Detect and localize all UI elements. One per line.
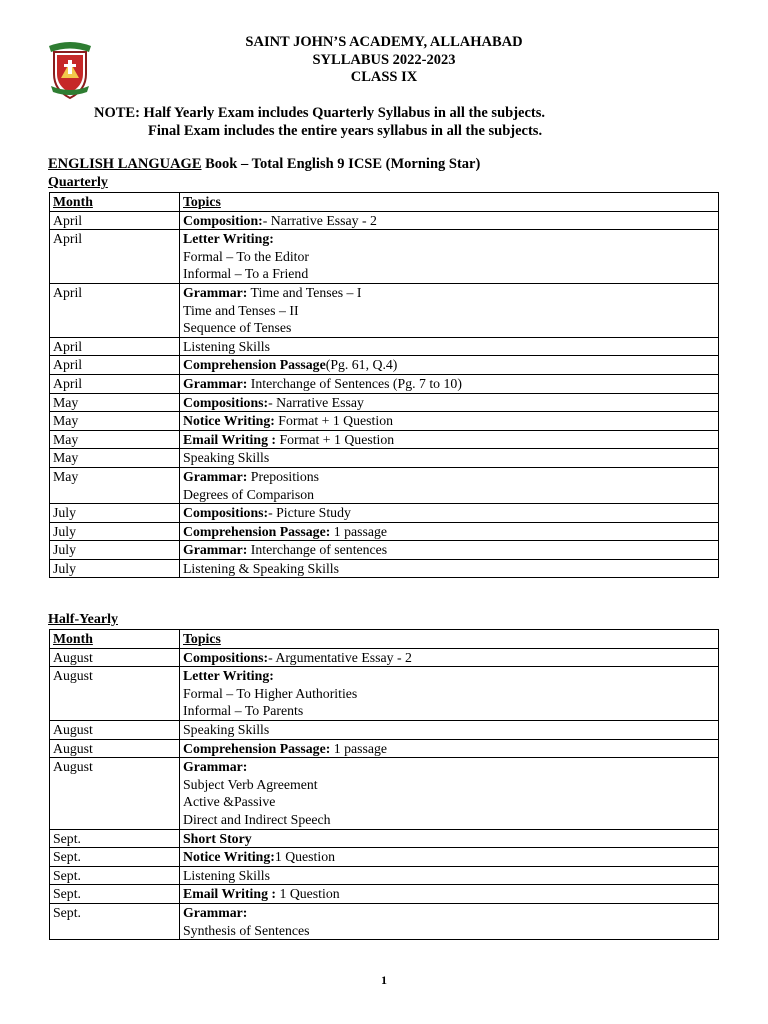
topics-cell [180, 720, 719, 739]
topic-text: - Narrative Essay - 2 [262, 212, 377, 228]
topics-cell [180, 885, 719, 904]
month-cell: May [50, 393, 180, 412]
topics-cell [180, 541, 719, 560]
topic-line [183, 904, 715, 922]
topic-line [183, 685, 715, 703]
month-cell: May [50, 449, 180, 468]
topic-heading: Grammar: [183, 468, 248, 484]
topics-cell [180, 739, 719, 758]
table-row [50, 337, 719, 356]
topic-heading: Grammar: [183, 759, 248, 775]
topics-cell [180, 504, 719, 523]
topic-heading: Short Story [183, 830, 252, 846]
topic-heading: Grammar: [183, 375, 248, 391]
table-row [50, 667, 719, 721]
topic-heading: Notice Writing: [183, 413, 275, 429]
topic-text: Formal – To the Editor [183, 248, 310, 264]
topic-heading: Compositions: [183, 649, 269, 665]
topic-line [183, 468, 715, 486]
exam-note [94, 105, 545, 140]
topic-heading: Compositions: [183, 505, 269, 521]
syllabus-year: SYLLABUS 2022-2023 [312, 51, 456, 68]
topic-text: - Narrative Essay [268, 394, 364, 410]
topic-text: - Argumentative Essay - 2 [268, 649, 412, 665]
section-title [48, 156, 480, 173]
topic-text: Formal – To Higher Authorities [183, 685, 358, 701]
note-line-1: NOTE: Half Yearly Exam includes Quarterly Syllabus in all the subjects. [94, 105, 545, 121]
quarterly-label: Quarterly [48, 175, 108, 190]
month-cell: April [50, 211, 180, 230]
month-cell: August [50, 720, 180, 739]
month-cell: August [50, 758, 180, 829]
topics-cell [180, 903, 719, 939]
topic-text: Degrees of Comparison [183, 486, 315, 502]
topic-line [183, 523, 715, 541]
table-row [50, 739, 719, 758]
month-cell: Sept. [50, 903, 180, 939]
topic-text: Format + 1 Question [276, 431, 395, 447]
table-row [50, 356, 719, 375]
topic-line [183, 504, 715, 522]
month-cell: Sept. [50, 829, 180, 848]
table-row [50, 393, 719, 412]
topic-line [183, 867, 715, 885]
table-row [50, 758, 719, 829]
topics-cell [180, 667, 719, 721]
topics-cell [180, 356, 719, 375]
topic-text: Informal – To Parents [183, 703, 304, 719]
topic-line [183, 338, 715, 356]
table-row [50, 283, 719, 337]
table-row [50, 541, 719, 560]
topics-header: Topics [180, 193, 719, 212]
topic-text: Time and Tenses – II [183, 302, 299, 318]
topic-line [183, 302, 715, 320]
topic-line [183, 319, 715, 337]
month-cell: May [50, 430, 180, 449]
table-row [50, 504, 719, 523]
topic-heading: Comprehension Passage: [183, 523, 331, 539]
school-name: SAINT JOHN’S ACADEMY, ALLAHABAD [245, 34, 523, 50]
topics-cell [180, 522, 719, 541]
topics-cell [180, 374, 719, 393]
month-cell: April [50, 337, 180, 356]
month-cell: April [50, 356, 180, 375]
topic-text: 1 Question [274, 849, 336, 865]
topic-line [183, 740, 715, 758]
topic-line [183, 449, 715, 467]
month-cell: August [50, 667, 180, 721]
topic-heading: Grammar: [183, 904, 248, 920]
table-row [50, 412, 719, 431]
topics-cell [180, 283, 719, 337]
topic-line [183, 793, 715, 811]
topics-cell [180, 866, 719, 885]
table-row [50, 720, 719, 739]
table-row [50, 885, 719, 904]
document-header [0, 34, 768, 87]
page-number: 1 [381, 973, 387, 987]
topic-heading: Composition: [183, 212, 263, 228]
topics-cell [180, 648, 719, 667]
topics-header: Topics [180, 630, 719, 649]
table-row [50, 211, 719, 230]
topic-heading: Compositions: [183, 394, 269, 410]
topic-line [183, 848, 715, 866]
topics-cell [180, 467, 719, 503]
table-row [50, 430, 719, 449]
topics-cell [180, 230, 719, 284]
topic-line [183, 248, 715, 266]
topic-text: 1 passage [330, 740, 388, 756]
half-yearly-label: Half-Yearly [48, 612, 118, 627]
topic-line [183, 811, 715, 829]
month-cell: April [50, 230, 180, 284]
topics-cell [180, 559, 719, 578]
topic-line [183, 541, 715, 559]
month-cell: May [50, 467, 180, 503]
topic-text: Sequence of Tenses [183, 320, 292, 336]
topic-text: 1 Question [279, 886, 340, 902]
topic-line [183, 212, 715, 230]
topic-heading: Letter Writing: [183, 668, 274, 684]
topic-text: Format + 1 Question [274, 413, 393, 429]
table-row [50, 559, 719, 578]
topic-text: Speaking Skills [183, 721, 270, 737]
topics-cell [180, 758, 719, 829]
topics-cell [180, 337, 719, 356]
topic-heading: Letter Writing: [183, 231, 274, 247]
month-cell: August [50, 648, 180, 667]
topic-text: Interchange of sentences [247, 542, 388, 558]
topic-line [183, 667, 715, 685]
table-row [50, 522, 719, 541]
table-row [50, 449, 719, 468]
month-cell: April [50, 283, 180, 337]
topic-line [183, 649, 715, 667]
table-row [50, 467, 719, 503]
month-cell: July [50, 522, 180, 541]
topics-cell [180, 412, 719, 431]
topic-text: Listening Skills [183, 338, 271, 354]
topic-text: Direct and Indirect Speech [183, 811, 331, 827]
topic-text: Time and Tenses – I [247, 284, 362, 300]
topic-text: Subject Verb Agreement [183, 776, 318, 792]
topic-text: Informal – To a Friend [183, 266, 309, 282]
topic-heading: Email Writing : [183, 886, 280, 902]
table-header-row [50, 193, 719, 212]
topic-heading: Grammar: [183, 284, 248, 300]
topics-cell [180, 848, 719, 867]
topic-heading: Comprehension Passage: [183, 740, 331, 756]
table-row [50, 848, 719, 867]
topic-heading: Grammar: [183, 542, 248, 558]
month-cell: July [50, 559, 180, 578]
table-header-row [50, 630, 719, 649]
topic-text: Prepositions [247, 468, 320, 484]
topic-line [183, 284, 715, 302]
topic-line [183, 265, 715, 283]
topic-text: Listening & Speaking Skills [183, 560, 339, 576]
month-header: Month [50, 630, 180, 649]
month-cell: Sept. [50, 848, 180, 867]
topic-line [183, 412, 715, 430]
topics-cell [180, 430, 719, 449]
month-cell: August [50, 739, 180, 758]
topic-line [183, 431, 715, 449]
topic-line [183, 885, 715, 903]
topics-cell [180, 211, 719, 230]
table-row [50, 374, 719, 393]
topics-cell [180, 393, 719, 412]
topics-cell [180, 829, 719, 848]
subject-name: ENGLISH LANGUAGE [48, 156, 202, 172]
topic-text: Speaking Skills [183, 450, 270, 466]
half-yearly-table [49, 629, 719, 940]
month-cell: May [50, 412, 180, 431]
topic-line [183, 375, 715, 393]
topic-line [183, 560, 715, 578]
topics-cell [180, 449, 719, 468]
note-line-2: Final Exam includes the entire years syllabus in all the subjects. [148, 122, 543, 139]
table-row [50, 648, 719, 667]
topic-line [183, 830, 715, 848]
topic-line [183, 356, 715, 374]
month-cell: Sept. [50, 885, 180, 904]
table-row [50, 866, 719, 885]
topic-line [183, 922, 715, 940]
month-header: Month [50, 193, 180, 212]
table-row [50, 230, 719, 284]
topic-text: - Picture Study [268, 505, 351, 521]
month-cell: July [50, 541, 180, 560]
topic-line [183, 721, 715, 739]
topic-text: Listening Skills [183, 867, 271, 883]
month-cell: July [50, 504, 180, 523]
table-row [50, 829, 719, 848]
topic-text: Active &Passive [183, 794, 276, 810]
book-name: Book – Total English 9 ICSE (Morning Star) [201, 156, 481, 172]
topic-text: Interchange of Sentences (Pg. 7 to 10) [247, 375, 462, 391]
month-cell: April [50, 374, 180, 393]
topic-line [183, 486, 715, 504]
class-name: CLASS IX [350, 69, 418, 85]
topic-line [183, 776, 715, 794]
topic-heading: Email Writing : [183, 431, 277, 447]
topic-text: 1 passage [330, 523, 388, 539]
quarterly-table [49, 192, 719, 578]
topic-line [183, 702, 715, 720]
topic-heading: Comprehension Passage [183, 357, 326, 373]
topic-line [183, 230, 715, 248]
topic-heading: Notice Writing: [183, 849, 275, 865]
topic-text: Synthesis of Sentences [183, 922, 310, 938]
topic-line [183, 394, 715, 412]
table-row [50, 903, 719, 939]
topic-text: (Pg. 61, Q.4) [325, 357, 398, 373]
topic-line [183, 758, 715, 776]
month-cell: Sept. [50, 866, 180, 885]
